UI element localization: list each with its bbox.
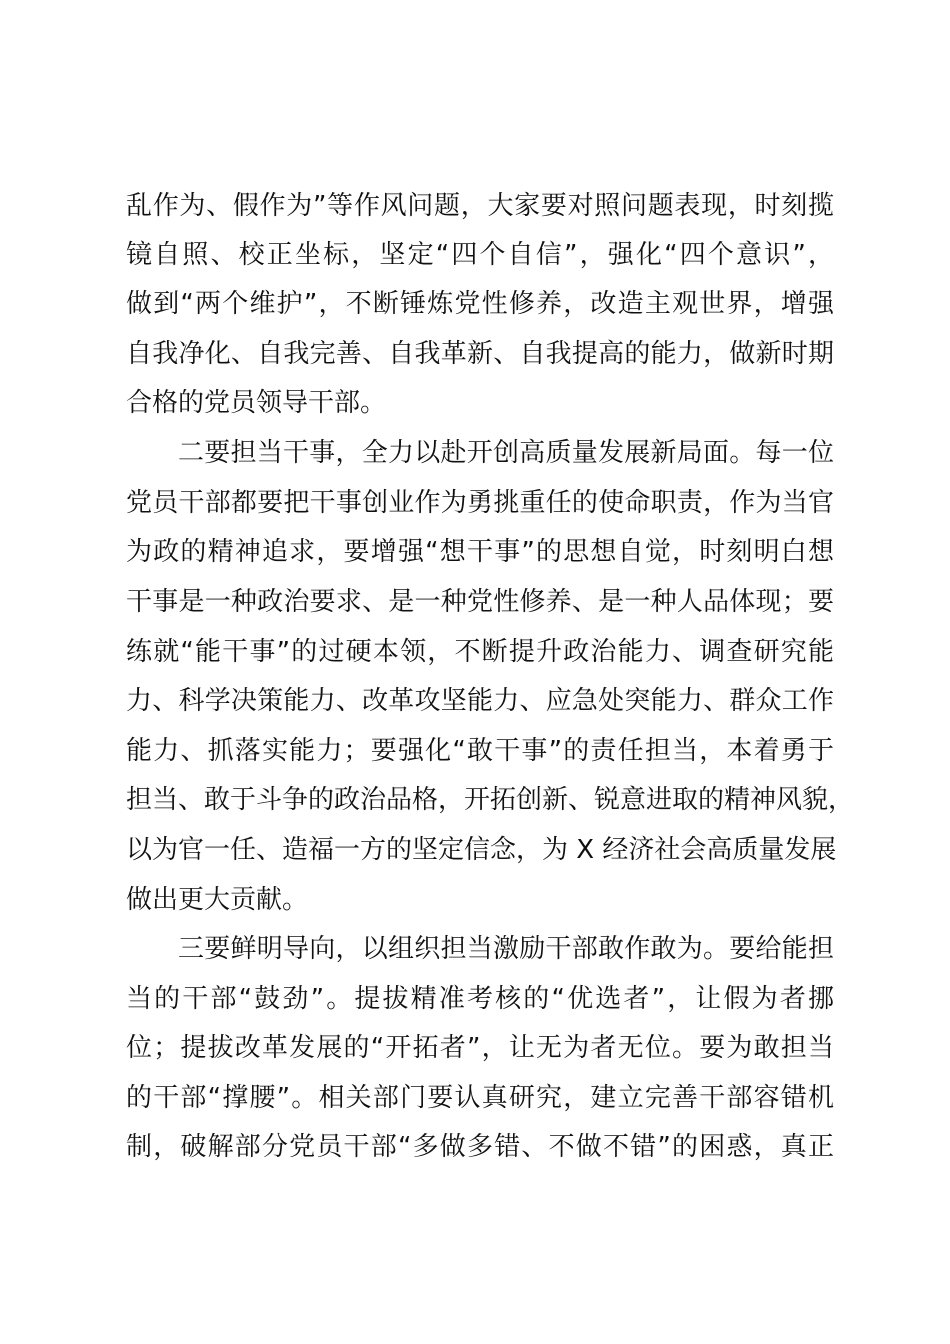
text-line: 合格的党员领导干部。 <box>126 388 387 418</box>
text-line: 制，破解部分党员干部“多做多错、不做不错”的困惑，真正 <box>126 1132 834 1162</box>
text-line: 乱作为、假作为”等作风问题，大家要对照问题表现，时刻揽 <box>126 191 834 221</box>
text-line: 位；提拔改革发展的“开拓者”，让无为者无位。要为敢担当 <box>126 1033 834 1063</box>
text-line: 党员干部都要把干事创业作为勇挑重任的使命职责，作为当官 <box>126 488 834 518</box>
text-line: 担当、敢于斗争的政治品格，开拓创新、锐意进取的精神风貌， <box>126 785 855 815</box>
text-line: 干事是一种政治要求、是一种党性修养、是一种人品体现；要 <box>126 587 834 617</box>
text-line: 练就“能干事”的过硬本领，不断提升政治能力、调查研究能 <box>126 637 834 667</box>
text-line: 以为官一任、造福一方的坚定信念，为 X 经济社会高质量发展 <box>126 835 837 865</box>
text-line: 为政的精神追求，要增强“想干事”的思想自觉，时刻明白想 <box>126 537 834 567</box>
text-line: 做到“两个维护”，不断锤炼党性修养，改造主观世界，增强 <box>126 289 834 319</box>
text-line: 当的干部“鼓劲”。提拔精准考核的“优选者”，让假为者挪 <box>126 984 834 1014</box>
text-line: 力、科学决策能力、改革攻坚能力、应急处突能力、群众工作 <box>126 686 834 716</box>
text-line: 镜自照、校正坐标，坚定“四个自信”，强化“四个意识”， <box>126 240 834 270</box>
paragraph-start-line: 二要担当干事，全力以赴开创高质量发展新局面。每一位 <box>178 438 834 468</box>
text-line: 做出更大贡献。 <box>126 885 309 915</box>
text-line: 的干部“撑腰”。相关部门要认真研究，建立完善干部容错机 <box>126 1083 834 1113</box>
text-line: 自我净化、自我完善、自我革新、自我提高的能力，做新时期 <box>126 339 834 369</box>
paragraph-start-line: 三要鲜明导向，以组织担当激励干部敢作敢为。要给能担 <box>178 934 834 964</box>
text-line: 能力、抓落实能力；要强化“敢干事”的责任担当，本着勇于 <box>126 736 834 766</box>
